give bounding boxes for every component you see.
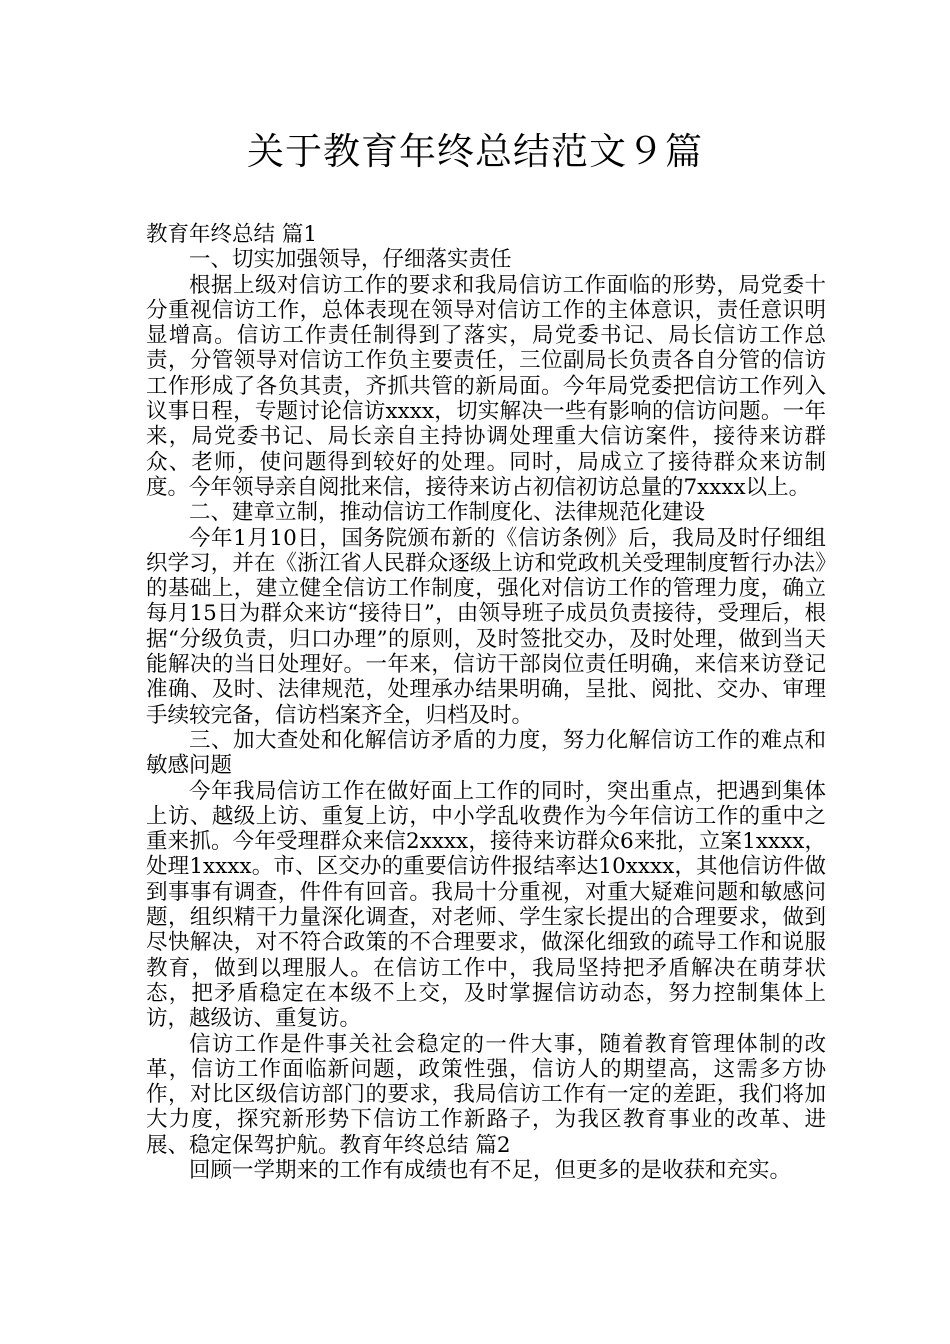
document-body <box>146 222 826 1183</box>
paragraph-4: 信访工作是件事关社会稳定的一件大事，随着教育管理体制的改革，信访工作面临新问题，政策性强，信访人的期望高，这需多方协作，对比区级信访部门的要求，我局信访工作有一定的差距，我们将加大力度，探究新形势下信访工作新路子，为我区教育事业的改革、进展、稳定保驾护航。教育年终总结 篇2 <box>146 1031 826 1158</box>
paragraph-1: 根据上级对信访工作的要求和我局信访工作面临的形势，局党委十分重视信访工作，总体表现在领导对信访工作的主体意识，责任意识明显增高。信访工作责任制得到了落实，局党委书记、局长信访工作总责，分管领导对信访工作负主要责任，三位副局长负责各自分管的信访工作形成了各负其责，齐抓共管的新局面。今年局党委把信访工作列入议事日程，专题讨论信访xxxx，切实解决一些有影响的信访问题。一年来，局党委书记、局长亲自主持协调处理重大信访案件，接待来访群众、老师，使问题得到较好的处理。同时，局成立了接待群众来访制度。今年领导亲自阅批来信，接待来访占初信初访总量的7xxxx以上。 <box>146 272 826 500</box>
subheading-1: 一、切实加强领导，仔细落实责任 <box>189 247 512 273</box>
paragraph-2: 今年1月10日，国务院颁布新的《信访条例》后，我局及时仔细组织学习，并在《浙江省人民群众逐级上访和党政机关受理制度暂行办法》的基础上，建立健全信访工作制度，强化对信访工作的管理力度，确立每月15日为群众来访“接待日”，由领导班子成员负责接待，受理后，根据“分级负责，归口办理”的原则，及时签批交办，及时处理，做到当天能解决的当日处理好。一年来，信访干部岗位责任明确，来信来访登记准确、及时、法律规范，处理承办结果明确，呈批、阅批、交办、审理手续较完备，信访档案齐全，归档及时。 <box>146 525 826 728</box>
section-heading: 教育年终总结 篇1 <box>146 222 318 247</box>
paragraph-3: 今年我局信访工作在做好面上工作的同时，突出重点，把遇到集体上访、越级上访、重复上访，中小学乱收费作为今年信访工作的重中之重来抓。今年受理群众来信2xxxx，接待来访群众6来批，立案1xxxx，处理1xxxx。市、区交办的重要信访件报结率达10xxxx，其他信访件做到事事有调查，件件有回音。我局十分重视，对重大疑难问题和敏感问题，组织精干力量深化调查，对老师、学生家长提出的合理要求，做到尽快解决，对不符合政策的不合理要求，做深化细致的疏导工作和说服教育，做到以理服人。在信访工作中，我局坚持把矛盾解决在萌芽状态，把矛盾稳定在本级不上交，及时掌握信访动态，努力控制集体上访，越级访、重复访。 <box>146 778 826 1032</box>
document-title: 关于教育年终总结范文９篇 <box>247 130 703 173</box>
paragraph-5: 回顾一学期来的工作有成绩也有不足，但更多的是收获和充实。 <box>189 1157 792 1183</box>
subheading-2: 二、建章立制，推动信访工作制度化、法律规范化建设 <box>189 500 706 526</box>
subheading-3: 三、加大查处和化解信访矛盾的力度，努力化解信访工作的难点和敏感问题 <box>146 727 826 779</box>
